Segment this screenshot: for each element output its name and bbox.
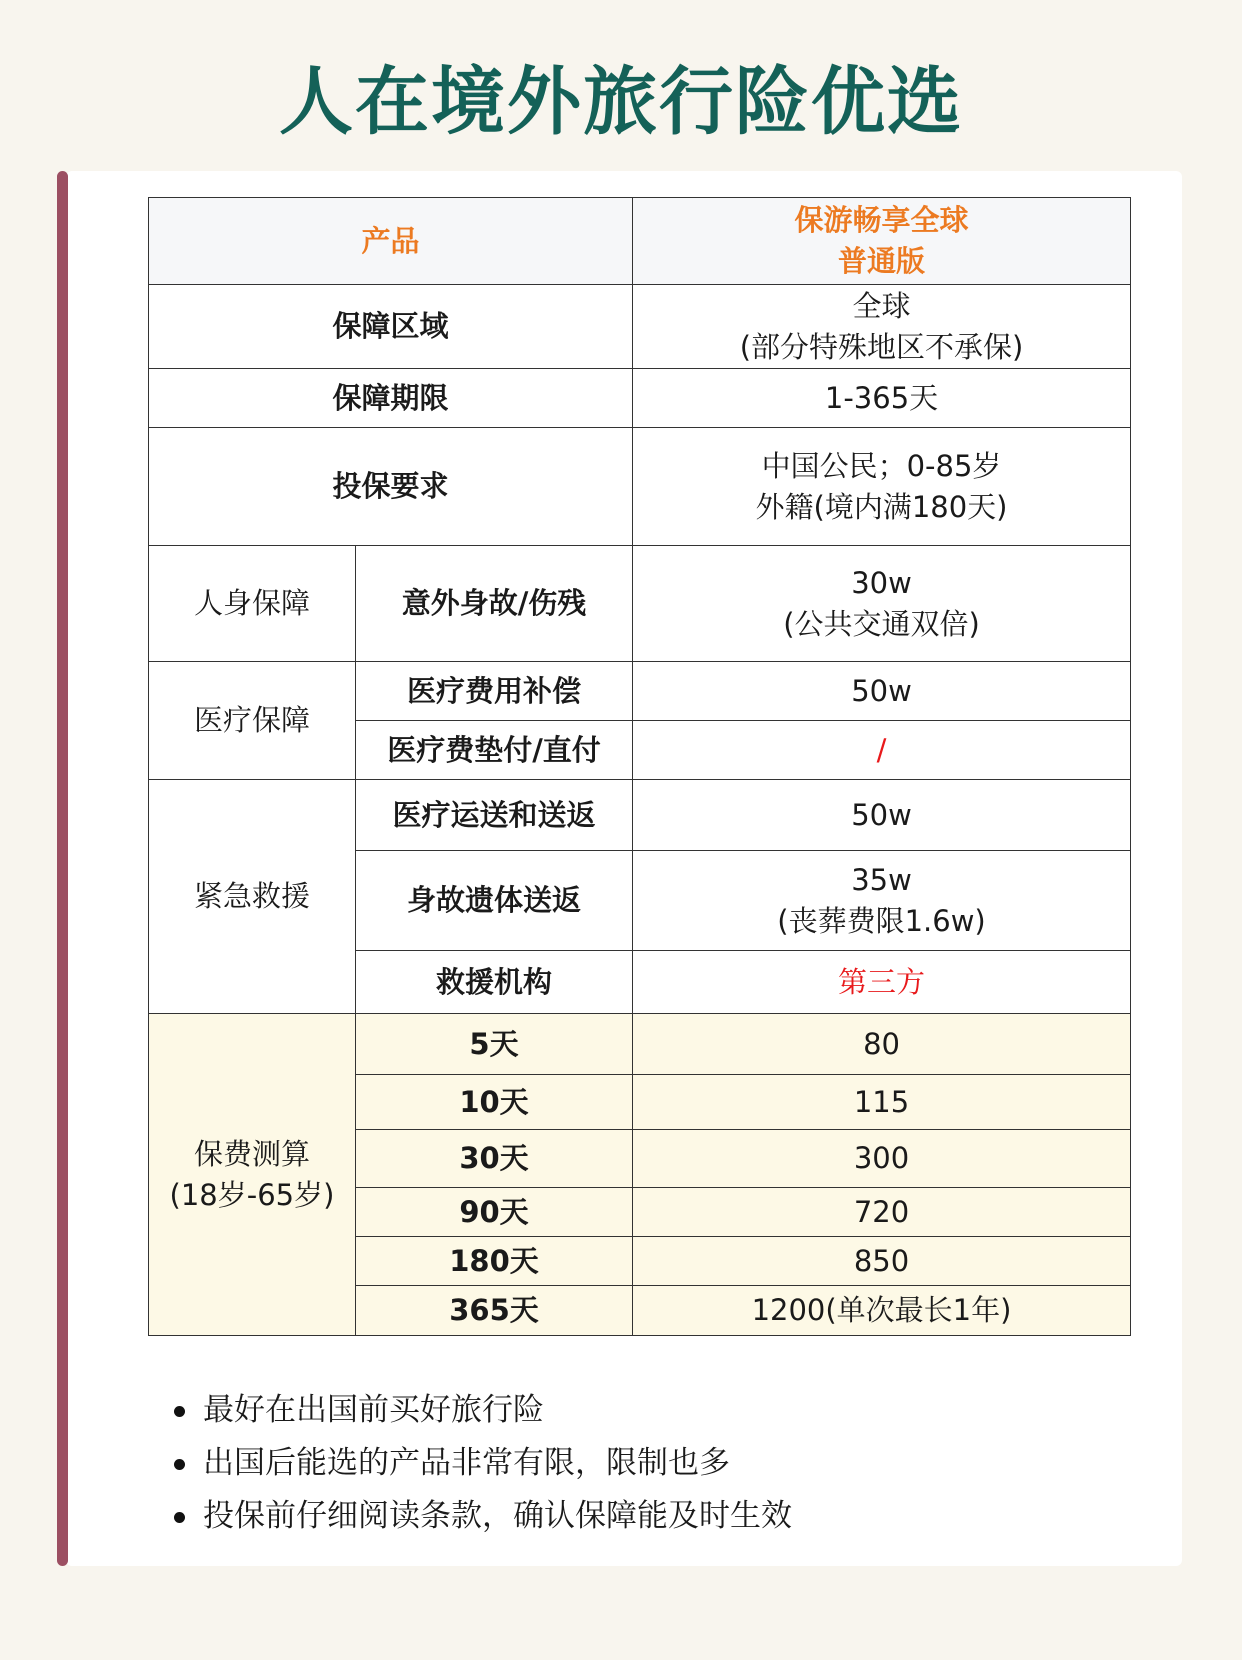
bullet-icon [174,1406,185,1417]
premium-days: 180天 [356,1237,633,1286]
table-row [149,285,1131,369]
premium-days: 5天 [356,1014,633,1075]
product-name-line2: 普通版 [838,244,926,278]
personal-line1: 30w [851,565,912,600]
premium-price: 720 [633,1188,1131,1237]
personal-item: 意外身故/伤残 [356,546,633,662]
note-text: 投保前仔细阅读条款，确认保障能及时生效 [203,1498,792,1534]
premium-category [149,1014,356,1336]
requirements-line1: 中国公民；0-85岁 [761,448,1002,483]
personal-line2: (公共交通双倍) [783,606,980,641]
rescue-value [633,851,1131,951]
table-row [149,780,1131,851]
list-item [168,1490,792,1543]
note-text: 出国后能选的产品非常有限，限制也多 [203,1445,730,1481]
notes-list [168,1384,792,1543]
personal-value [633,546,1131,662]
premium-price: 115 [633,1075,1131,1130]
accent-bar [57,171,68,1566]
rescue-category: 紧急救援 [149,780,356,1014]
medical-value: / [633,721,1131,780]
requirements-value [633,428,1131,546]
region-label: 保障区域 [149,285,633,369]
table-row [149,546,1131,662]
note-text: 最好在出国前买好旅行险 [203,1392,544,1428]
period-label: 保障期限 [149,369,633,428]
requirements-line2: 外籍(境内满180天) [755,489,1008,524]
personal-category: 人身保障 [149,546,356,662]
page-title: 人在境外旅行险优选 [279,59,963,145]
rescue-value: 第三方 [633,951,1131,1014]
requirements-label: 投保要求 [149,428,633,546]
premium-price: 300 [633,1130,1131,1188]
premium-price: 850 [633,1237,1131,1286]
rescue-item: 身故遗体送返 [356,851,633,951]
remains-line2: (丧葬费限1.6w) [777,903,986,938]
table-row [149,369,1131,428]
premium-days: 10天 [356,1075,633,1130]
rescue-item: 救援机构 [356,951,633,1014]
region-line2: (部分特殊地区不承保) [739,329,1024,364]
table-row [149,428,1131,546]
table-header-row [149,198,1131,285]
medical-value: 50w [633,662,1131,721]
premium-days: 90天 [356,1188,633,1237]
premium-price: 1200(单次最长1年) [633,1286,1131,1336]
product-name-cell [633,198,1131,285]
list-item [168,1384,792,1437]
bullet-icon [174,1459,185,1470]
product-name-line1: 保游畅享全球 [794,203,969,237]
premium-category-line2: (18岁-65岁) [169,1177,335,1212]
premium-days: 30天 [356,1130,633,1188]
premium-days: 365天 [356,1286,633,1336]
premium-row [149,1014,1131,1075]
bullet-icon [174,1512,185,1523]
list-item [168,1437,792,1490]
medical-category: 医疗保障 [149,662,356,780]
region-line1: 全球 [852,288,911,323]
remains-line1: 35w [851,862,912,897]
product-header-label: 产品 [149,198,633,285]
comparison-table [148,197,1131,1336]
medical-item: 医疗费垫付/直付 [356,721,633,780]
table-row [149,662,1131,721]
medical-item: 医疗费用补偿 [356,662,633,721]
region-value [633,285,1131,369]
premium-category-line1: 保费测算 [193,1136,310,1171]
premium-price: 80 [633,1014,1131,1075]
rescue-value: 50w [633,780,1131,851]
rescue-item: 医疗运送和送返 [356,780,633,851]
period-value: 1-365天 [633,369,1131,428]
